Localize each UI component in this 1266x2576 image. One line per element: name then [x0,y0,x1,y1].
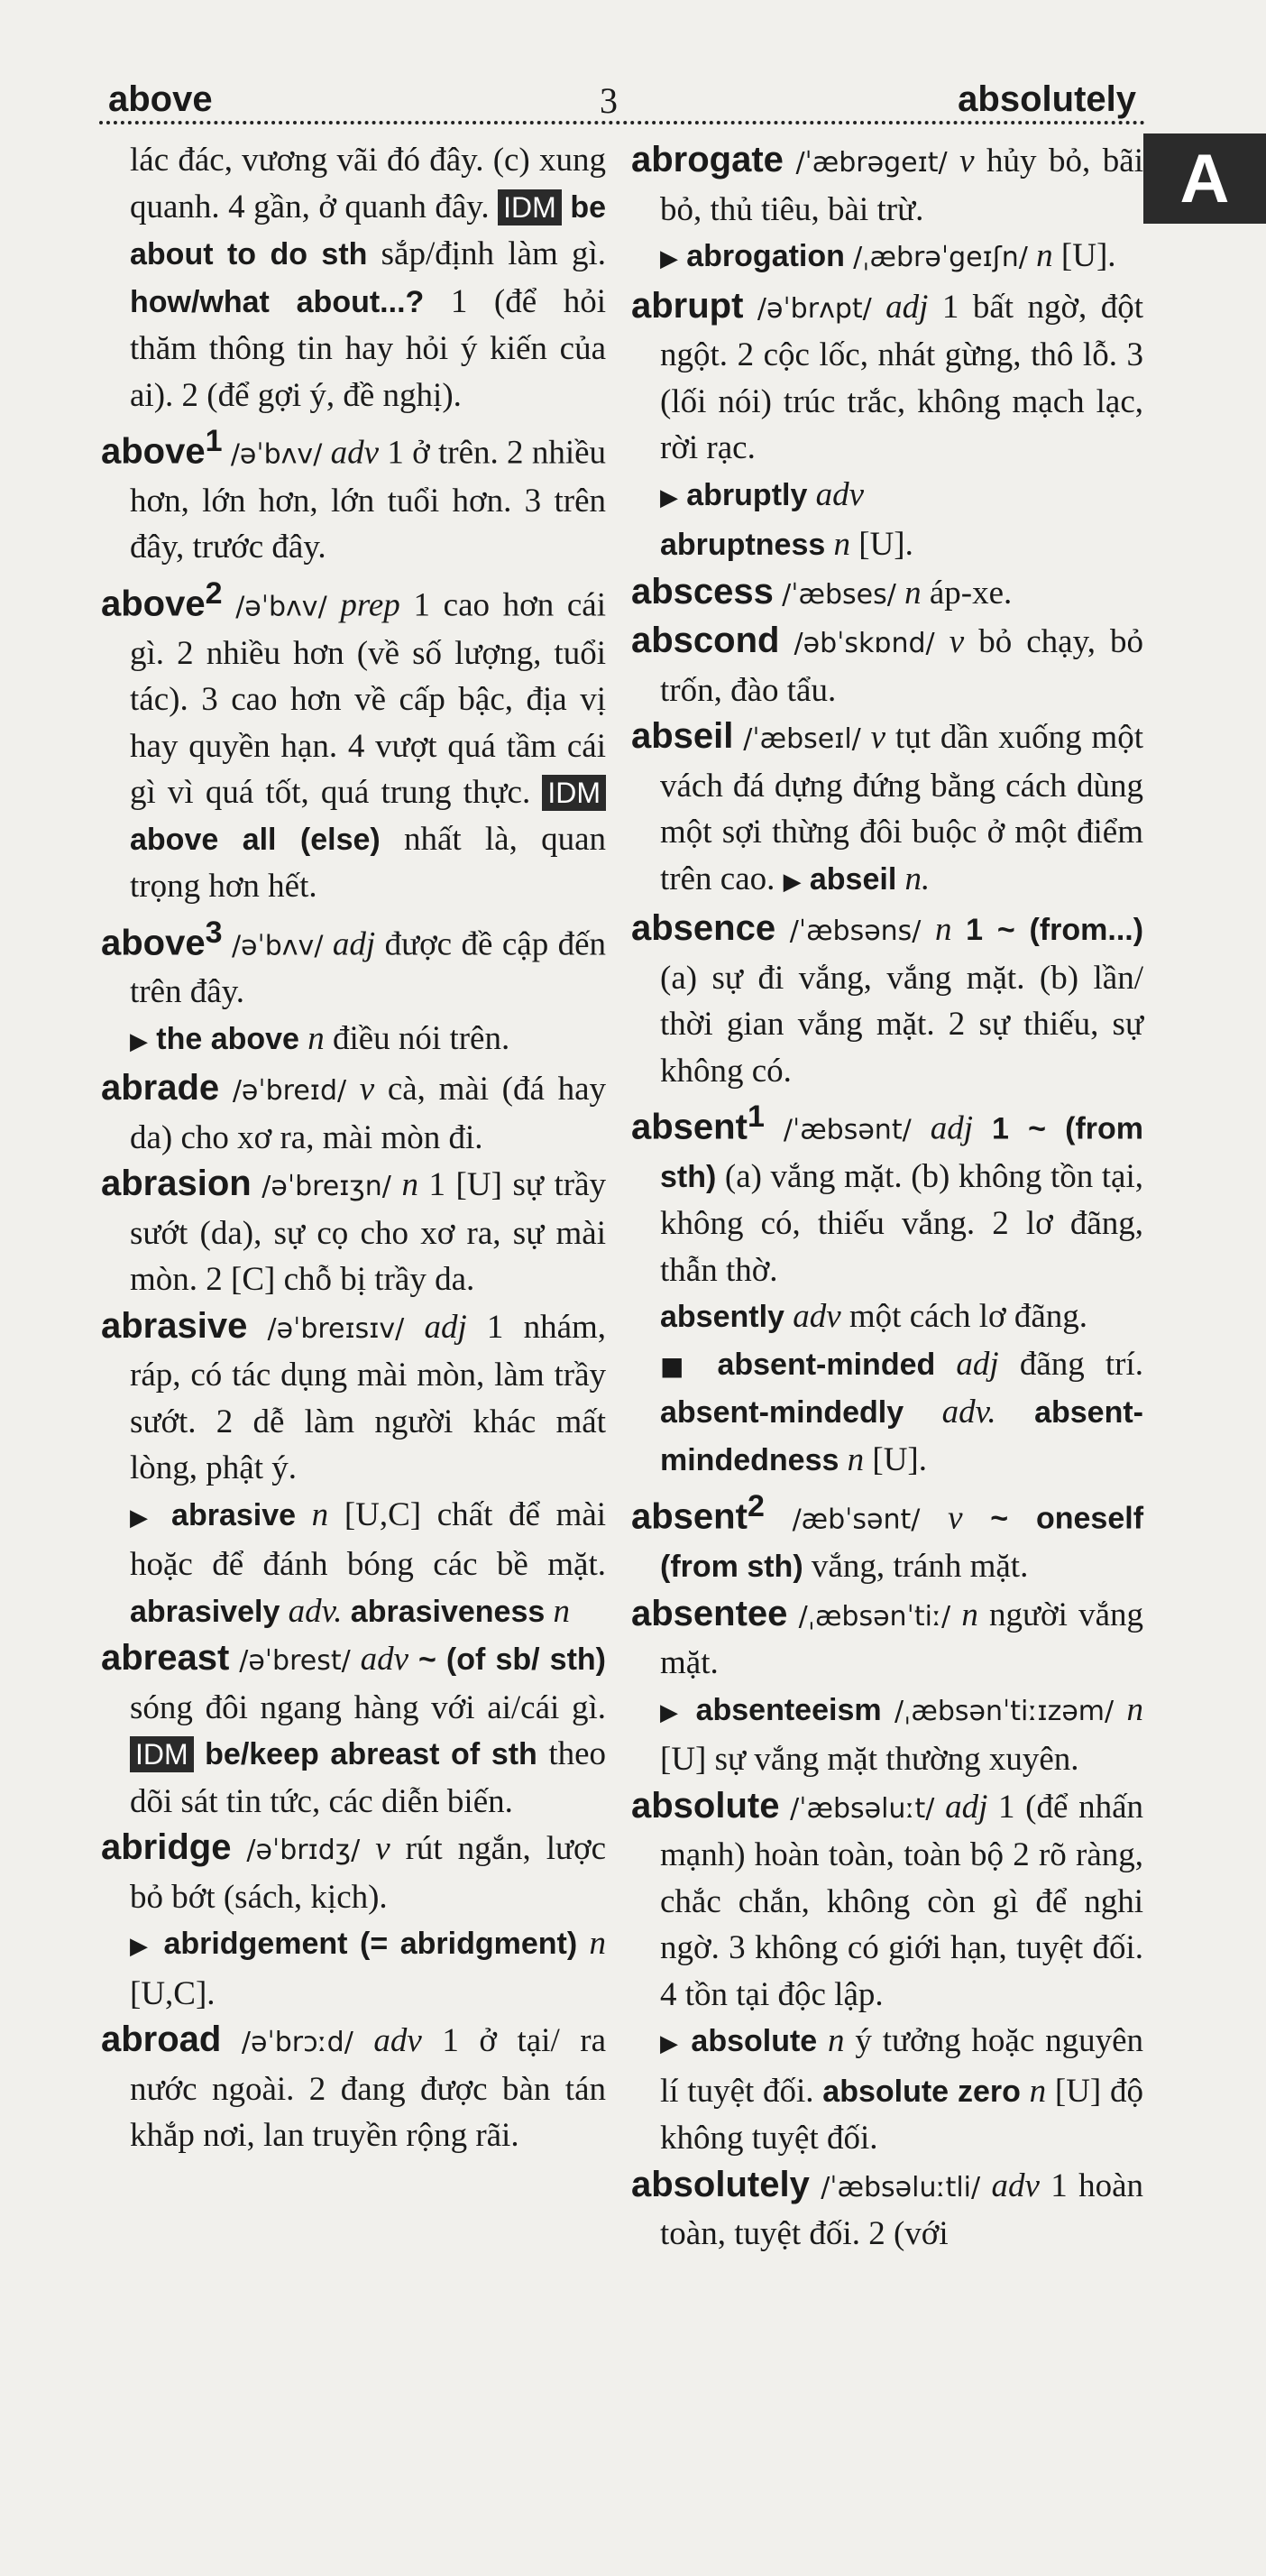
entry-absence [631,906,1143,1094]
idiom: be/keep abreast of sth [205,1737,537,1772]
triangle-bullet-icon: ▶ [660,2030,681,2058]
pronunciation: /ˈæbsəluːtli/ [821,2171,981,2203]
headword: abreast [101,1638,230,1679]
part-of-speech: v [375,1830,390,1868]
pronunciation: /əˈbreɪd/ [232,1075,347,1108]
part-of-speech: n [828,2022,845,2060]
pronunciation: /ˈæbsəluːt/ [790,1792,935,1825]
derived-word: abridgement (= abridgment) [163,1927,578,1962]
derived-word: abrasive [171,1497,297,1532]
homograph-number: 2 [747,1489,765,1524]
derived-form [631,1687,1143,1783]
definition: 1 cao hơn cái gì. 2 nhiều hơn (về số lượng, tuổi tác). 3 cao hơn về cấp bậc, địa vị hay quyền hạn. 4 vượt quá tầm cái gì vì quá tốt, quá trung thực. [130,586,607,812]
part-of-speech: n [935,911,952,948]
pronunciation: /ˈæbrəgeɪt/ [795,147,948,179]
headword: absent [631,1496,748,1537]
entry-abreast [101,1635,606,1825]
part-of-speech: n [1029,2072,1047,2110]
idiom-label: IDM [130,1736,194,1772]
definition: vắng, tránh mặt. [811,1548,1029,1586]
part-of-speech: n. [904,860,931,897]
part-of-speech: adv [793,1298,841,1336]
homograph-number: 3 [205,915,223,950]
definition: rút ngắn, lược bỏ bớt (sách, kịch). [130,1830,607,1916]
headword: absolutely [631,2164,810,2204]
usage-pattern: ~ oneself (from sth) [660,1501,1144,1585]
part-of-speech: v [870,719,886,756]
definition: (a) sự đi vắng, vắng mặt. (b) lần/ thời gian vắng mặt. 2 sự thiếu, sự không có. [660,959,1143,1090]
definition: 1 ở trên. 2 nhiều hơn, lớn hơn, lớn tuổi hơn. 3 trên đây, trước đây. [130,434,607,566]
triangle-bullet-icon: ▶ [130,1504,156,1532]
pronunciation: /ˌæbrəˈgeɪʃn/ [853,242,1028,273]
usage-pattern: ~ (of sb/ sth) [417,1642,606,1678]
part-of-speech: v [359,1071,375,1109]
headword: abrade [101,1068,220,1109]
homograph-number: 1 [747,1099,765,1134]
definition: 1 (để hỏi thăm thông tin hay hỏi ý kiến của ai). 2 (để gợi ý, đề nghị). [130,282,606,414]
pronunciation: /əˈbʌv/ [230,438,323,471]
left-guide-word: above [108,79,213,119]
part-of-speech: v [959,143,975,179]
compound-word: absent-mindedly [660,1395,904,1431]
definition: người vắng mặt. [660,1596,1144,1682]
page-number: 3 [600,80,618,121]
definition: ý tưởng hoặc nguyên lí tuyệt đối. [660,2022,1144,2110]
definition: bỏ chạy, bỏ trốn, đào tẩu. [660,623,1143,709]
pronunciation: /ˈæbses/ [782,578,896,611]
part-of-speech: adj [332,925,376,962]
part-of-speech: adv [373,2022,422,2060]
definition: sóng đôi ngang hàng với ai/cái gì. [130,1688,606,1726]
part-of-speech: prep [340,586,400,624]
usage-pattern: 1 ~ (from...) [966,913,1144,947]
derived-word: abrasiveness [350,1594,546,1629]
definition: 1 ở tại/ ra nước ngoài. 2 đang được bàn tán khắp nơi, lan truyền rộng rãi. [130,2022,606,2155]
headword: absentee [631,1593,788,1633]
pronunciation: /əˈbreɪʒn/ [261,1171,391,1203]
part-of-speech: adv [991,2167,1040,2204]
entry-above-2 [101,571,606,910]
usage-pattern: 1 ~ (from sth) [660,1111,1143,1194]
derived-form [101,1492,606,1636]
compound-word: absent-mindedness [660,1395,1143,1477]
headword: abroad [101,2019,222,2060]
part-of-speech: n [553,1592,571,1630]
definition: 1 hoàn toàn, tuyệt đối. 2 (với [660,2167,1144,2253]
derived-form [631,233,1143,283]
definition: điều nói trên. [332,1019,510,1057]
entry-abscond [631,618,1143,713]
derived-form [631,1293,1143,1341]
headword: abscess [631,571,774,612]
part-of-speech: v [948,1499,963,1537]
part-of-speech: n [307,1019,325,1057]
pronunciation: /əˈbʌv/ [231,929,324,961]
definition: [U] sự vắng mặt thường xuyên. [660,1741,1079,1779]
part-of-speech: n [833,526,851,563]
homograph-number: 1 [205,424,223,458]
headword: above [101,922,206,962]
headword: absent [631,1107,748,1147]
definition: áp-xe. [929,574,1013,612]
derived-word: absently [660,1300,784,1335]
entry-abrasion [101,1161,606,1303]
right-guide-word: absolutely [958,79,1136,119]
definition: nhất là, quan trọng hơn hết. [130,820,607,906]
headword: abridge [101,1827,232,1868]
definition: một cách lơ đãng. [849,1298,1087,1336]
entry-abroad [101,2017,606,2159]
derived-word: the above [156,1021,299,1056]
part-of-speech: adv [815,475,865,513]
derived-word: abrasively [130,1594,280,1629]
headword: above [101,431,206,472]
entry-absent-2 [631,1484,1143,1590]
definition: theo dõi sát tin tức, các diễn biến. [130,1735,607,1820]
definition: 1 [U] sự trầy sướt (da), sự cọ cho xơ ra, sự mài mòn. 2 [C] chỗ bị trầy da. [130,1166,607,1299]
triangle-bullet-icon: ▶ [783,868,802,896]
part-of-speech: adj [956,1345,999,1383]
pronunciation: /əˈbreɪsɪv/ [267,1312,405,1345]
left-column [101,137,606,2159]
entry-continued [101,137,606,419]
part-of-speech: adv. [288,1592,343,1630]
derived-word: abruptly [686,477,808,512]
entry-abscess [631,569,1143,619]
part-of-speech: adj [885,288,929,326]
definition: [U]. [858,526,913,563]
compound-form [631,1341,1143,1485]
pronunciation: /əˈbʌv/ [235,591,327,623]
pronunciation: /ˈæbseɪl/ [743,723,861,755]
definition: [U]. [1060,237,1116,274]
pronunciation: /æbˈsənt/ [792,1504,921,1536]
headword: abscond [631,621,780,660]
definition: [U,C] chất để mài hoặc để đánh bóng các bề mặt. [130,1495,607,1584]
entry-abrade [101,1065,606,1161]
part-of-speech: v [949,623,965,660]
triangle-bullet-icon: ▶ [130,1933,152,1961]
pronunciation: /ˌæbsənˈtiː/ [798,1600,951,1633]
derived-word: abseil [809,861,897,897]
entry-absolutely [631,2162,1143,2258]
part-of-speech: n [961,1596,978,1633]
definition: cà, mài (đá hay da) cho xơ ra, mài mòn đi. [130,1071,606,1156]
definition: đãng trí. [1019,1345,1143,1383]
pronunciation: /əˈbrɪdʒ/ [246,1835,361,1867]
thumb-index-tab: A [1143,133,1266,224]
definition: sắp/định làm gì. [381,235,606,272]
definition: [U,C]. [130,1974,216,2012]
header-rule [99,121,1145,124]
part-of-speech: adj [424,1308,467,1346]
pronunciation: /əˈbrɔːd/ [241,2027,353,2059]
part-of-speech: n [401,1166,418,1204]
pronunciation: /əˈbrest/ [239,1645,351,1678]
compound-word: absent-minded [717,1347,936,1382]
entry-abrasive [101,1303,606,1492]
definition: (a) vắng mặt. (b) không tồn tại, không có, thiếu vắng. 2 lơ đãng, thẫn thờ. [660,1157,1144,1289]
part-of-speech: adv [330,434,380,472]
pronunciation: /ˈæbsənt/ [783,1114,912,1146]
part-of-speech: adv [360,1641,409,1679]
headword: abrupt [631,285,744,326]
pronunciation: /ˌæbsənˈtiːɪzəm/ [894,1695,1115,1727]
definition: tụt dần xuống một vách đá dựng đứng bằng cách dùng một sợi thừng đôi buộc ở một điểm trên cao. [660,719,1143,897]
headword: abseil [631,716,734,756]
derived-word: absenteeism [695,1692,882,1727]
entry-above-1 [101,419,606,571]
idiom: how/what about...? [130,284,425,319]
part-of-speech: adj [930,1109,973,1147]
definition: 1 bất ngờ, đột ngột. 2 cộc lốc, nhát gừng, thô lỗ. 3 (lối nói) trúc trắc, không mạch lạc, rời rạc. [660,288,1143,466]
derived-word: abruptness [660,528,826,562]
derived-word: abrogation [686,239,845,273]
triangle-bullet-icon: ▶ [660,245,678,272]
entry-abrupt [631,283,1143,472]
part-of-speech: adv. [941,1394,996,1431]
triangle-bullet-icon: ▶ [660,483,678,511]
pronunciation: /əbˈskɒnd/ [794,628,935,659]
entry-abseil [631,713,1143,906]
definition: [U] độ không tuyệt đối. [660,2072,1143,2157]
part-of-speech: adj [945,1788,988,1826]
headword: abrogate [631,140,784,179]
derived-word: absolute [691,2024,818,2059]
definition: lác đác, vương vãi đó đây. (c) xung quanh. 4 gần, ở quanh đây. [130,142,606,225]
pronunciation: /əˈbrʌpt/ [757,292,872,325]
part-of-speech: n [311,1495,329,1533]
part-of-speech: n [847,1440,865,1478]
entry-absent-1 [631,1094,1143,1293]
part-of-speech: n [904,574,922,612]
definition: hủy bỏ, bãi bỏ, thủ tiêu, bài trừ. [660,143,1143,228]
entry-abridge [101,1825,606,1920]
right-column [631,137,1143,2258]
part-of-speech: n [1126,1690,1144,1728]
idiom: above all (else) [130,822,381,857]
idiom-label: IDM [498,189,562,225]
entry-absolute [631,1783,1143,2019]
entry-abrogate [631,137,1143,233]
idiom: be about to do sth [130,189,607,271]
derived-form [631,472,1143,569]
part-of-speech: n [1036,237,1053,274]
definition: 1 (để nhấn mạnh) hoàn toàn, toàn bộ 2 rõ ràng, chắc chắn, không còn gì để nghi ngờ. 3 không có giới hạn, tuyệt đối. 4 tồn tại độc lập. [660,1788,1143,2013]
pronunciation: /ˈæbsəns/ [789,915,922,947]
derived-form [101,1920,606,2017]
triangle-bullet-icon: ▶ [130,1027,148,1055]
derived-form [101,1016,606,1066]
headword: abrasion [101,1164,252,1204]
entry-absentee [631,1591,1143,1687]
derived-word: absolute zero [822,2074,1021,2109]
idiom-label: IDM [542,775,606,811]
definition: được đề cập đến trên đây. [130,925,607,1011]
derived-form [631,2018,1143,2162]
definition: 1 nhám, ráp, có tác dụng mài mòn, làm trầy sướt. 2 dễ làm người khác mất lòng, phật ý. [130,1308,607,1487]
square-bullet-icon: ■ [660,1350,697,1381]
headword: above [101,584,206,624]
homograph-number: 2 [205,575,223,611]
headword: absolute [631,1785,780,1826]
entry-above-3 [101,910,606,1016]
triangle-bullet-icon: ▶ [660,1698,683,1726]
headword: abrasive [101,1305,248,1346]
definition: [U]. [872,1440,928,1478]
headword: absence [631,908,776,948]
part-of-speech: n [589,1925,607,1963]
